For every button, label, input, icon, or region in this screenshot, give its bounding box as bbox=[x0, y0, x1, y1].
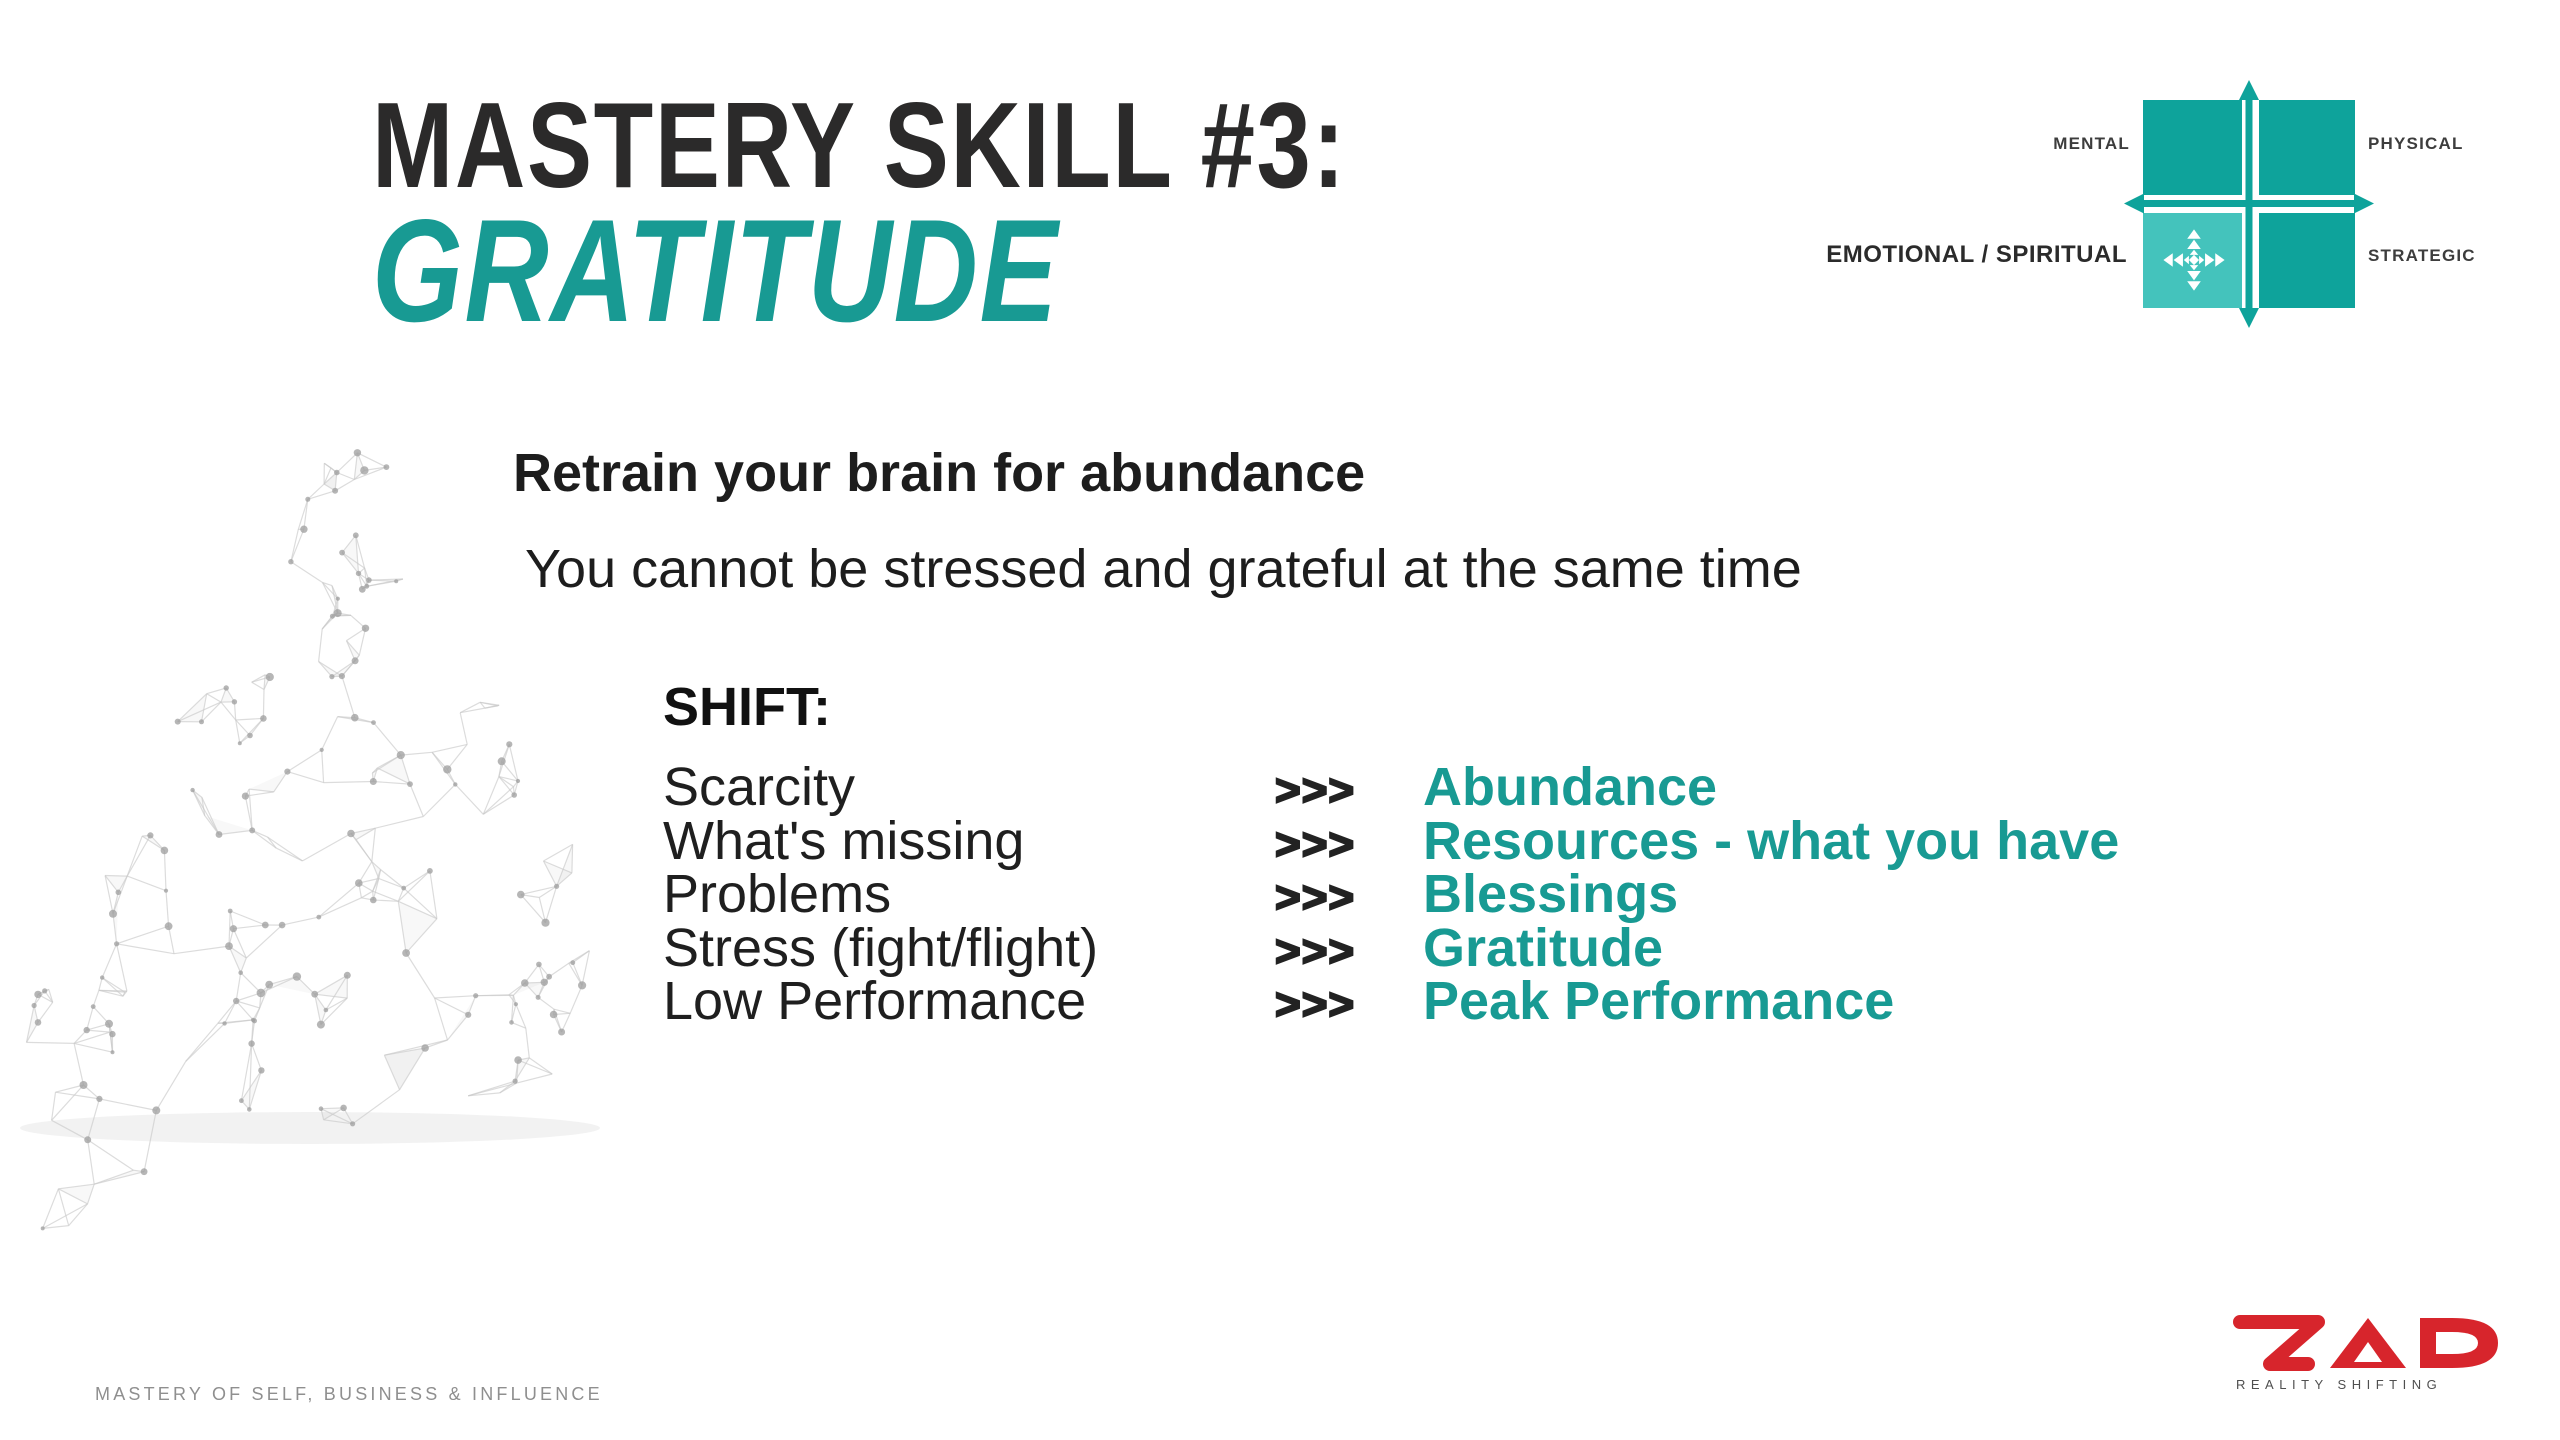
shift-list bbox=[663, 756, 2423, 1031]
shift-row bbox=[663, 756, 2423, 817]
label-emotional-spiritual: EMOTIONAL / SPIRITUAL bbox=[1826, 241, 2127, 268]
shift-to: Peak Performance bbox=[1423, 971, 1895, 1031]
quadrant-diagram bbox=[2040, 60, 2460, 350]
shift-to: Resources - what you have bbox=[1423, 810, 2120, 871]
label-strategic: STRATEGIC bbox=[2368, 246, 2476, 265]
arrow-glyphs: >>> bbox=[1275, 873, 1356, 922]
rad-logo bbox=[2230, 1312, 2506, 1392]
shift-to: Gratitude bbox=[1423, 917, 1664, 978]
shift-row bbox=[663, 810, 2423, 871]
quadrant-mental bbox=[2143, 100, 2242, 195]
page-title-accent: GRATITUDE bbox=[372, 189, 1060, 352]
subtitle: You cannot be stressed and grateful at the same time bbox=[525, 539, 1802, 599]
shift-to: Abundance bbox=[1423, 757, 1718, 817]
arrow-glyphs: >>> bbox=[1275, 766, 1356, 815]
quadrant-physical bbox=[2259, 100, 2355, 195]
shift-from: Low Performance bbox=[663, 971, 1087, 1031]
arrow-glyphs: >>> bbox=[1275, 980, 1356, 1029]
shift-row bbox=[663, 970, 2423, 1031]
shift-heading: SHIFT: bbox=[663, 677, 831, 737]
shift-row bbox=[663, 863, 2423, 924]
label-physical: PHYSICAL bbox=[2368, 134, 2464, 153]
shift-to: Blessings bbox=[1423, 864, 1679, 924]
shift-from: Problems bbox=[663, 864, 892, 924]
footer-tagline: MASTERY OF SELF, BUSINESS & INFLUENCE bbox=[95, 1384, 603, 1404]
shift-row bbox=[663, 917, 2423, 978]
shift-from: Stress (fight/flight) bbox=[663, 917, 1099, 978]
quadrant-strategic bbox=[2259, 213, 2355, 308]
subtitle-bold: Retrain your brain for abundance bbox=[513, 443, 1366, 503]
label-mental: MENTAL bbox=[2053, 134, 2130, 153]
arrow-glyphs: >>> bbox=[1275, 819, 1356, 869]
logo-tagline: REALITY SHIFTING bbox=[2236, 1377, 2443, 1392]
page-title: MASTERY SKILL #3: bbox=[372, 77, 1347, 213]
arrow-glyphs: >>> bbox=[1275, 926, 1356, 976]
rad-logo-mark bbox=[2230, 1312, 2506, 1374]
shift-from: What's missing bbox=[663, 810, 1025, 871]
shift-from: Scarcity bbox=[663, 757, 856, 817]
